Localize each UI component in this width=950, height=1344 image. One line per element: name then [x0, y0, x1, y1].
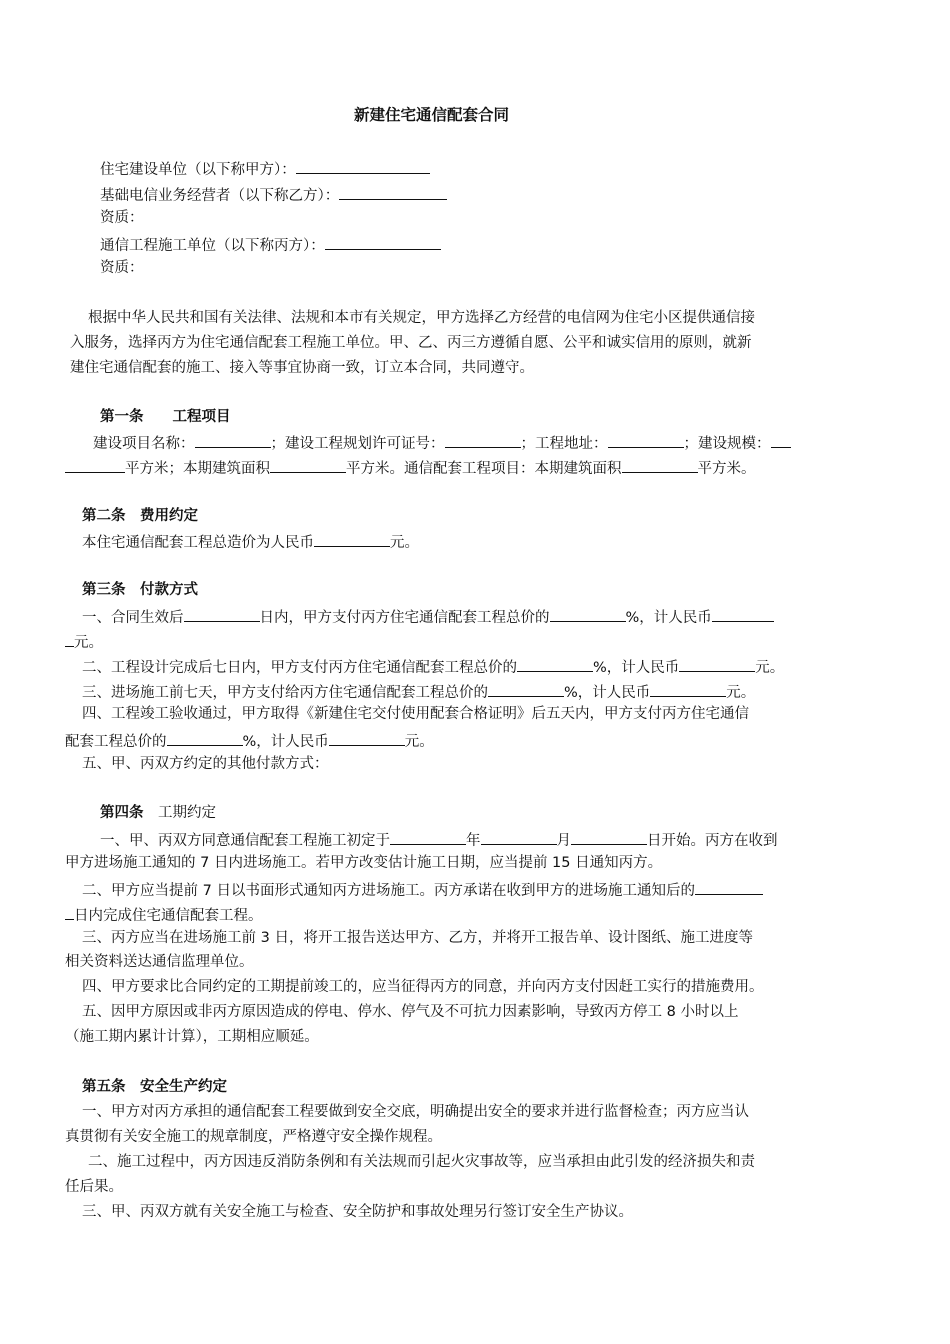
article-5-line-3: 三、甲、丙双方就有关安全施工与检查、安全防护和事故处理另行签订安全生产协议。 [82, 1204, 633, 1220]
article-3-line-5: 五、甲、丙双方约定的其他付款方式： [82, 756, 329, 772]
payment-4-amount-blank[interactable] [329, 732, 405, 746]
permit-label: ；建设工程规划许可证号： [270, 436, 445, 452]
article-4-line-5-cont: （施工期内累计计算），工期相应顺延。 [65, 1029, 319, 1045]
schedule-1-text: 一、甲、丙双方同意通信配套工程施工初定于 [100, 833, 390, 849]
payment-3-text: 三、进场施工前七天，甲方支付给丙方住宅通信配套工程总价的 [82, 685, 488, 701]
article-4-line-1 [100, 831, 778, 849]
preamble-line-3: 建住宅通信配套的施工、接入等事宜协商一致，订立本合同，共同遵守。 [70, 360, 534, 376]
payment-1-days-blank[interactable] [184, 608, 260, 622]
scale-blank-b[interactable] [65, 459, 125, 473]
address-label: ；工程地址： [520, 436, 608, 452]
telecom-area-blank[interactable] [622, 459, 698, 473]
article-3-heading: 第三条 付款方式 [82, 582, 198, 598]
preamble-line-2: 入服务，选择丙方为住宅通信配套工程施工单位。甲、乙、丙三方遵循自愿、公平和诚实信用的原则，就新 [70, 335, 752, 351]
article-1-line-2 [65, 459, 756, 477]
year-label: 年 [466, 833, 481, 849]
payment-2-text: 二、工程设计完成后七日内，甲方支付丙方住宅通信配套工程总价的 [82, 660, 517, 676]
party-b-line [100, 186, 447, 204]
party-b-qualification: 资质： [100, 210, 144, 226]
party-c-line [100, 236, 441, 254]
payment-3-unit: 元。 [726, 685, 756, 701]
permit-blank[interactable] [445, 434, 521, 448]
article-5-line-1: 一、甲方对丙方承担的通信配套工程要做到安全交底，明确提出安全的要求并进行监督检查；丙方应当认 [82, 1104, 749, 1120]
schedule-2-text: 二、甲方应当提前 7 日以书面形式通知丙方进场施工。丙方承诺在收到甲方的进场施工通知后的 [82, 883, 695, 899]
payment-3-amount-blank[interactable] [650, 683, 726, 697]
schedule-1-text-2: 日开始。丙方在收到 [647, 833, 778, 849]
party-a-label: 住宅建设单位（以下称甲方）： [100, 162, 296, 178]
payment-1-text-2: 日内，甲方支付丙方住宅通信配套工程总价的 [259, 610, 550, 626]
article-1-line-1 [93, 434, 791, 452]
article-5-heading: 第五条 安全生产约定 [82, 1079, 227, 1095]
party-b-label: 基础电信业务经营者（以下称乙方）： [100, 188, 340, 204]
payment-1-unit: 元。 [74, 635, 103, 651]
article-4-title: 工期约定 [143, 805, 216, 821]
article-4-line-3-cont: 相关资料送达通信监理单位。 [65, 954, 254, 970]
article-2-heading: 第二条 费用约定 [82, 508, 198, 524]
payment-1-text: 一、合同生效后 [82, 610, 184, 626]
article-3-line-1 [82, 608, 774, 626]
payment-1-amount-blank-a[interactable] [712, 608, 774, 622]
article-3-line-2 [82, 658, 784, 676]
party-c-qualification: 资质： [100, 260, 144, 276]
party-c-label: 通信工程施工单位（以下称丙方）： [100, 238, 325, 254]
area-unit: 平方米。 [697, 461, 756, 477]
payment-4-text-2: %，计人民币 [242, 734, 329, 750]
start-year-blank[interactable] [390, 831, 466, 845]
payment-1-percent-blank[interactable] [550, 608, 626, 622]
article-3-line-1-cont [65, 633, 103, 651]
article-3-line-3 [82, 683, 755, 701]
total-cost-label: 本住宅通信配套工程总造价为人民币 [82, 535, 314, 551]
payment-4-percent-blank[interactable] [167, 732, 243, 746]
article-3-line-4-cont [65, 732, 434, 750]
total-cost-unit: 元。 [390, 535, 419, 551]
scale-label: ；建设规模： [683, 436, 771, 452]
month-label: 月 [556, 833, 571, 849]
payment-2-percent-blank[interactable] [517, 658, 593, 672]
article-4-line-2-cont [65, 906, 263, 924]
start-day-blank[interactable] [571, 831, 647, 845]
project-name-blank[interactable] [195, 434, 271, 448]
party-c-blank[interactable] [325, 236, 441, 250]
party-a-blank[interactable] [296, 160, 430, 174]
start-month-blank[interactable] [481, 831, 557, 845]
payment-2-unit: 元。 [755, 660, 785, 676]
article-1-heading: 第一条 工程项目 [100, 409, 231, 425]
article-5-line-2: 二、施工过程中，丙方因违反消防条例和有关法规而引起火灾事故等，应当承担由此引发的经济损失和责 [88, 1154, 755, 1170]
completion-days-blank-a[interactable] [695, 881, 763, 895]
payment-3-percent-blank[interactable] [488, 683, 564, 697]
payment-2-amount-blank[interactable] [679, 658, 755, 672]
payment-2-text-2: %，计人民币 [593, 660, 680, 676]
party-a-line [100, 160, 430, 178]
article-4-line-3: 三、丙方应当在进场施工前 3 日，将开工报告送达甲方、乙方，并将开工报告单、设计图纸、施工进度等 [82, 930, 753, 946]
scale-blank-a[interactable] [771, 434, 791, 448]
page-title: 新建住宅通信配套合同 [354, 106, 510, 124]
project-name-label: 建设项目名称： [93, 436, 195, 452]
article-5-line-2-cont: 任后果。 [65, 1179, 123, 1195]
payment-4-text: 配套工程总价的 [65, 734, 167, 750]
schedule-2-text-2: 日内完成住宅通信配套工程。 [74, 908, 263, 924]
area-label: 平方米；本期建筑面积 [125, 461, 270, 477]
payment-1-amount-blank-b[interactable] [65, 633, 74, 647]
payment-3-text-2: %，计人民币 [564, 685, 651, 701]
completion-days-blank-b[interactable] [65, 906, 74, 920]
telecom-area-label: 平方米。通信配套工程项目：本期建筑面积 [346, 461, 622, 477]
article-4-line-2 [82, 881, 763, 899]
article-4-line-1-cont: 甲方进场施工通知的 7 日内进场施工。若甲方改变估计施工日期，应当提前 15 日通知丙方。 [65, 855, 663, 871]
preamble-line-1: 根据中华人民共和国有关法律、法规和本市有关规定，甲方选择乙方经营的电信网为住宅小区提供通信接 [88, 310, 755, 326]
area-blank[interactable] [270, 459, 346, 473]
address-blank[interactable] [608, 434, 684, 448]
article-5-line-1-cont: 真贯彻有关安全施工的规章制度，严格遵守安全操作规程。 [65, 1129, 442, 1145]
article-4-heading [100, 806, 216, 821]
article-3-line-4: 四、工程竣工验收通过，甲方取得《新建住宅交付使用配套合格证明》后五天内，甲方支付丙方住宅通信 [82, 706, 749, 722]
article-4-number: 第四条 [100, 805, 144, 821]
article-2-line [82, 533, 419, 551]
article-4-line-4: 四、甲方要求比合同约定的工期提前竣工的，应当征得丙方的同意，并向丙方支付因赶工实行的措施费用。 [82, 979, 764, 995]
article-4-line-5: 五、因甲方原因或非丙方原因造成的停电、停水、停气及不可抗力因素影响，导致丙方停工 8 小时以上 [82, 1004, 739, 1020]
total-cost-blank[interactable] [314, 533, 390, 547]
payment-1-text-3: %，计人民币 [625, 610, 712, 626]
payment-4-unit: 元。 [404, 734, 434, 750]
party-b-blank[interactable] [339, 186, 447, 200]
